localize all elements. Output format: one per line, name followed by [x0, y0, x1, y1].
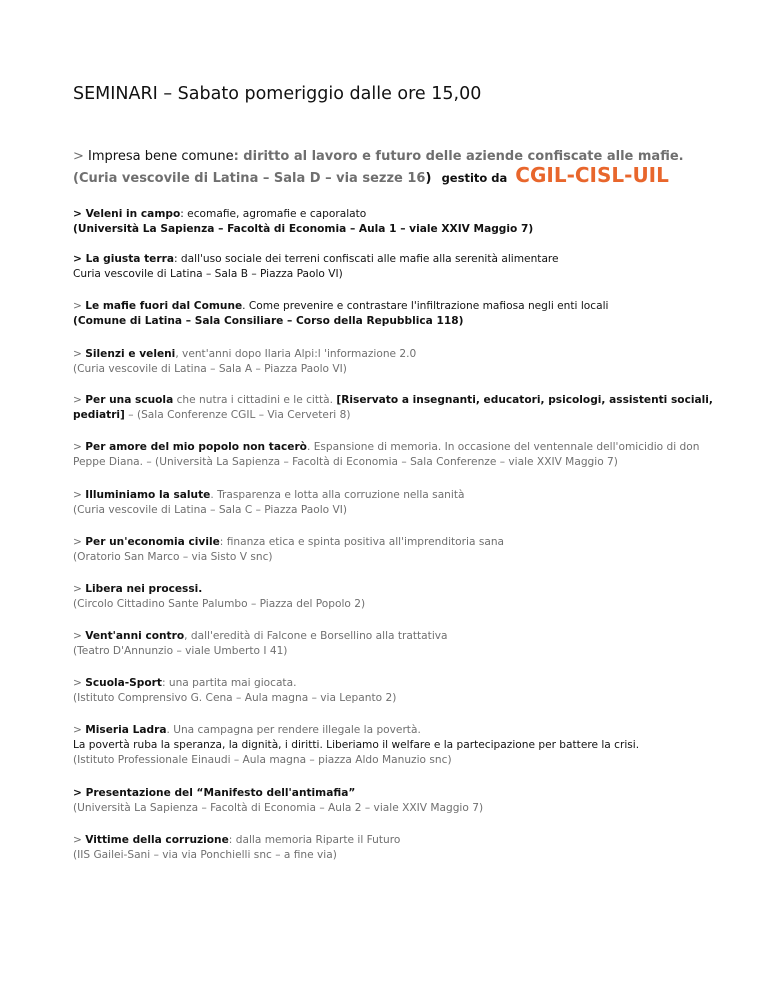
arrow-marker: > [73, 489, 86, 501]
managed-by-label: gestito da [441, 171, 508, 185]
seminar-desc: . Come prevenire e contrastare l'infiltrazione mafiosa negli enti locali [242, 300, 609, 312]
seminar-impresa-bene-comune [73, 148, 713, 188]
seminar-desc: : dall'uso sociale dei terreni confiscati alle mafie alla serenità alimentare [173, 253, 559, 265]
arrow-marker: > [73, 536, 86, 548]
seminar-place: (Università La Sapienza – Facoltà di Economia – Aula 2 – viale XXIV Maggio 7) [73, 802, 484, 814]
seminar-silenzi-e-veleni [73, 347, 713, 377]
seminar-place: (Oratorio San Marco – via Sisto V snc) [73, 551, 273, 563]
seminar-name: Impresa bene comune [88, 149, 234, 164]
arrow-marker: > [73, 300, 86, 312]
page-title: SEMINARI – Sabato pomeriggio dalle ore 15,00 [73, 84, 482, 104]
seminar-name: Silenzi e veleni [85, 348, 176, 360]
seminar-desc-line: La povertà ruba la speranza, la dignità, i diritti. Liberiamo il welfare e la partecipazione per battere la crisi. [73, 739, 640, 751]
seminar-name: Per un'economia civile [85, 536, 220, 548]
seminar-name: > La giusta terra [73, 253, 174, 265]
seminar-miseria-ladra [73, 723, 713, 768]
arrow-marker: > [73, 834, 86, 846]
seminar-name: Vent'anni contro [85, 630, 185, 642]
seminar-desc: : finanza etica e spinta positiva all'imprenditoria sana [219, 536, 505, 548]
seminar-economia-civile [73, 535, 713, 565]
seminar-place: – (Sala Conferenze CGIL – Via Cerveteri 8) [124, 409, 351, 421]
seminar-place-line [73, 163, 713, 188]
seminar-per-una-scuola [73, 393, 713, 423]
seminar-desc: . Trasparenza e lotta alla corruzione nella sanità [210, 489, 465, 501]
seminar-mafie-fuori-dal-comune [73, 299, 713, 329]
seminar-place: (Università La Sapienza – Facoltà di Economia – Aula 1 – viale XXIV Maggio 7) [73, 223, 534, 235]
seminar-desc: che nutra i cittadini e le città. [173, 394, 337, 406]
seminar-scuola-sport [73, 676, 713, 706]
seminar-name: Per una scuola [85, 394, 174, 406]
seminar-place: (Circolo Cittadino Sante Palumbo – Piazza del Popolo 2) [73, 598, 366, 610]
arrow-marker: > [73, 348, 86, 360]
arrow-marker: > [73, 394, 86, 406]
seminar-per-amore-del-mio-popolo [73, 440, 713, 470]
seminar-desc: , dall'eredità di Falcone e Borsellino alla trattativa [184, 630, 448, 642]
seminar-name: > Veleni in campo [73, 208, 181, 220]
seminar-desc: . Una campagna per rendere illegale la povertà. [166, 724, 421, 736]
seminar-place: (Curia vescovile di Latina – Sala A – Piazza Paolo VI) [73, 363, 347, 375]
seminar-name: Per amore del mio popolo non tacerò [85, 441, 307, 453]
seminar-veleni-in-campo [73, 207, 713, 237]
seminar-name: Illuminiamo la salute [85, 489, 211, 501]
seminar-ventanni-contro [73, 629, 713, 659]
seminar-place: Curia vescovile di Latina – Sala B – Piazza Paolo VI) [73, 268, 343, 280]
seminar-note-end: pediatri] [73, 409, 125, 421]
seminar-name: > Presentazione del “Manifesto dell'antimafia” [73, 787, 356, 799]
seminar-place: Peppe Diana. – (Università La Sapienza – Facoltà di Economia – Sala Conferenze – viale XXIV Maggio 7) [73, 456, 618, 468]
seminar-desc: : una partita mai giocata. [161, 677, 297, 689]
seminar-place: (Curia vescovile di Latina – Sala C – Piazza Paolo VI) [73, 504, 348, 516]
seminar-desc: : ecomafie, agromafie e caporalato [180, 208, 367, 220]
seminar-illuminiamo-la-salute [73, 488, 713, 518]
seminar-manifesto-antimafia [73, 786, 713, 816]
arrow-marker: > [73, 724, 86, 736]
arrow-marker: > [73, 583, 86, 595]
seminar-desc: . Espansione di memoria. In occasione del ventennale dell'omicidio di don [306, 441, 700, 453]
seminar-libera-nei-processi [73, 582, 713, 612]
seminar-place: (Istituto Professionale Einaudi – Aula magna – piazza Aldo Manuzio snc) [73, 754, 452, 766]
seminar-desc: , vent'anni dopo Ilaria Alpi:l 'informazione 2.0 [175, 348, 417, 360]
seminar-vittime-della-corruzione [73, 833, 713, 863]
seminar-la-giusta-terra [73, 252, 713, 282]
arrow-marker: > [73, 149, 89, 164]
seminar-place: (Teatro D'Annunzio – viale Umberto I 41) [73, 645, 288, 657]
arrow-marker: > [73, 630, 86, 642]
seminar-name: Le mafie fuori dal Comune [85, 300, 243, 312]
seminar-place: (Curia vescovile di Latina – Sala D – via sezze 16 [73, 171, 426, 186]
seminar-place: (Comune di Latina – Sala Consiliare – Corso della Repubblica 118) [73, 315, 464, 327]
seminar-note: [Riservato a insegnanti, educatori, psicologi, assistenti sociali, [336, 394, 713, 406]
organizer-name: CGIL-CISL-UIL [515, 163, 669, 187]
seminar-place: (IIS Gailei-Sani – via via Ponchielli snc – a fine via) [73, 849, 337, 861]
seminar-desc: : dalla memoria Riparte il Futuro [228, 834, 401, 846]
arrow-marker: > [73, 441, 86, 453]
seminar-name: Scuola-Sport [85, 677, 162, 689]
seminar-place: (Istituto Comprensivo G. Cena – Aula magna – via Lepanto 2) [73, 692, 397, 704]
seminar-desc: : diritto al lavoro e futuro delle aziende confiscate alle mafie. [233, 149, 684, 164]
arrow-marker: > [73, 677, 86, 689]
seminar-place-end: ) [425, 171, 432, 186]
seminar-name: Libera nei processi. [85, 583, 203, 595]
seminar-name: Miseria Ladra [85, 724, 167, 736]
seminar-name: Vittime della corruzione [85, 834, 229, 846]
